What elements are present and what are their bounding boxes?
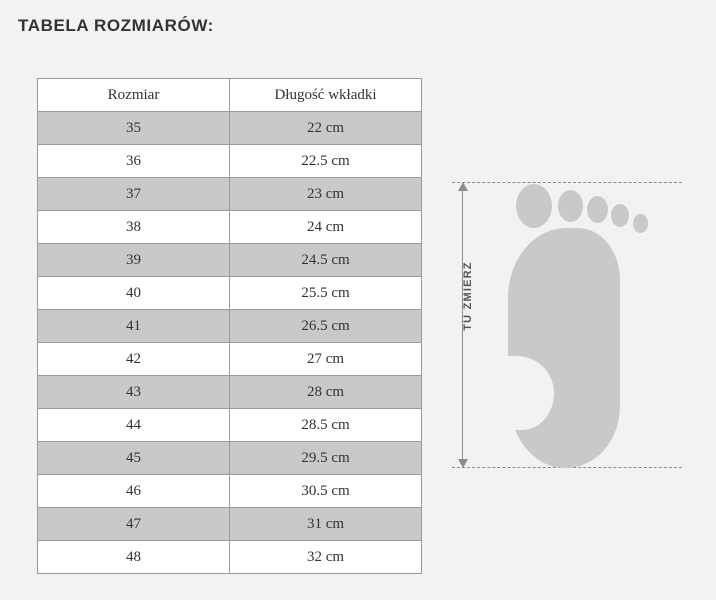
table-row <box>38 310 422 343</box>
cell-size: 36 <box>38 145 230 178</box>
cell-length: 28 cm <box>230 376 422 409</box>
cell-length: 25.5 cm <box>230 277 422 310</box>
table-row <box>38 211 422 244</box>
table-row <box>38 277 422 310</box>
cell-length: 28.5 cm <box>230 409 422 442</box>
table-header-row <box>38 79 422 112</box>
cell-length: 32 cm <box>230 541 422 574</box>
foot-measure-diagram <box>452 182 682 468</box>
toe-third-icon <box>587 196 608 223</box>
toe-little-icon <box>633 214 648 233</box>
cell-size: 48 <box>38 541 230 574</box>
arrow-down-icon <box>458 459 468 468</box>
cell-size: 40 <box>38 277 230 310</box>
cell-size: 47 <box>38 508 230 541</box>
cell-length: 26.5 cm <box>230 310 422 343</box>
cell-size: 45 <box>38 442 230 475</box>
cell-length: 30.5 cm <box>230 475 422 508</box>
cell-size: 42 <box>38 343 230 376</box>
foot-icon <box>490 184 680 468</box>
sole-icon <box>508 228 620 468</box>
table-row <box>38 541 422 574</box>
arrow-up-icon <box>458 182 468 191</box>
cell-length: 24 cm <box>230 211 422 244</box>
size-table-container <box>37 78 422 574</box>
toe-big-icon <box>516 184 552 228</box>
measure-label: TU ZMIERZ <box>462 261 474 331</box>
table-row <box>38 244 422 277</box>
cell-size: 44 <box>38 409 230 442</box>
cell-length: 27 cm <box>230 343 422 376</box>
cell-size: 35 <box>38 112 230 145</box>
cell-length: 31 cm <box>230 508 422 541</box>
table-row <box>38 112 422 145</box>
cell-size: 39 <box>38 244 230 277</box>
cell-length: 23 cm <box>230 178 422 211</box>
cell-length: 22.5 cm <box>230 145 422 178</box>
table-row <box>38 475 422 508</box>
table-row <box>38 508 422 541</box>
cell-size: 41 <box>38 310 230 343</box>
toe-fourth-icon <box>611 204 629 227</box>
cell-size: 37 <box>38 178 230 211</box>
toe-second-icon <box>558 190 583 222</box>
dashed-guide-top <box>452 182 682 183</box>
size-table-body <box>38 112 422 574</box>
cell-size: 43 <box>38 376 230 409</box>
column-header-size: Rozmiar <box>38 79 230 112</box>
column-header-length: Długość wkładki <box>230 79 422 112</box>
cell-size: 38 <box>38 211 230 244</box>
table-row <box>38 178 422 211</box>
cell-length: 24.5 cm <box>230 244 422 277</box>
cell-length: 29.5 cm <box>230 442 422 475</box>
table-row <box>38 376 422 409</box>
table-row <box>38 145 422 178</box>
arch-cutout <box>508 356 554 430</box>
cell-size: 46 <box>38 475 230 508</box>
size-table-head <box>38 79 422 112</box>
table-row <box>38 442 422 475</box>
size-table <box>37 78 422 574</box>
table-row <box>38 409 422 442</box>
table-row <box>38 343 422 376</box>
measure-arrow-icon <box>462 182 474 468</box>
page-title: TABELA ROZMIARÓW: <box>18 16 214 35</box>
cell-length: 22 cm <box>230 112 422 145</box>
